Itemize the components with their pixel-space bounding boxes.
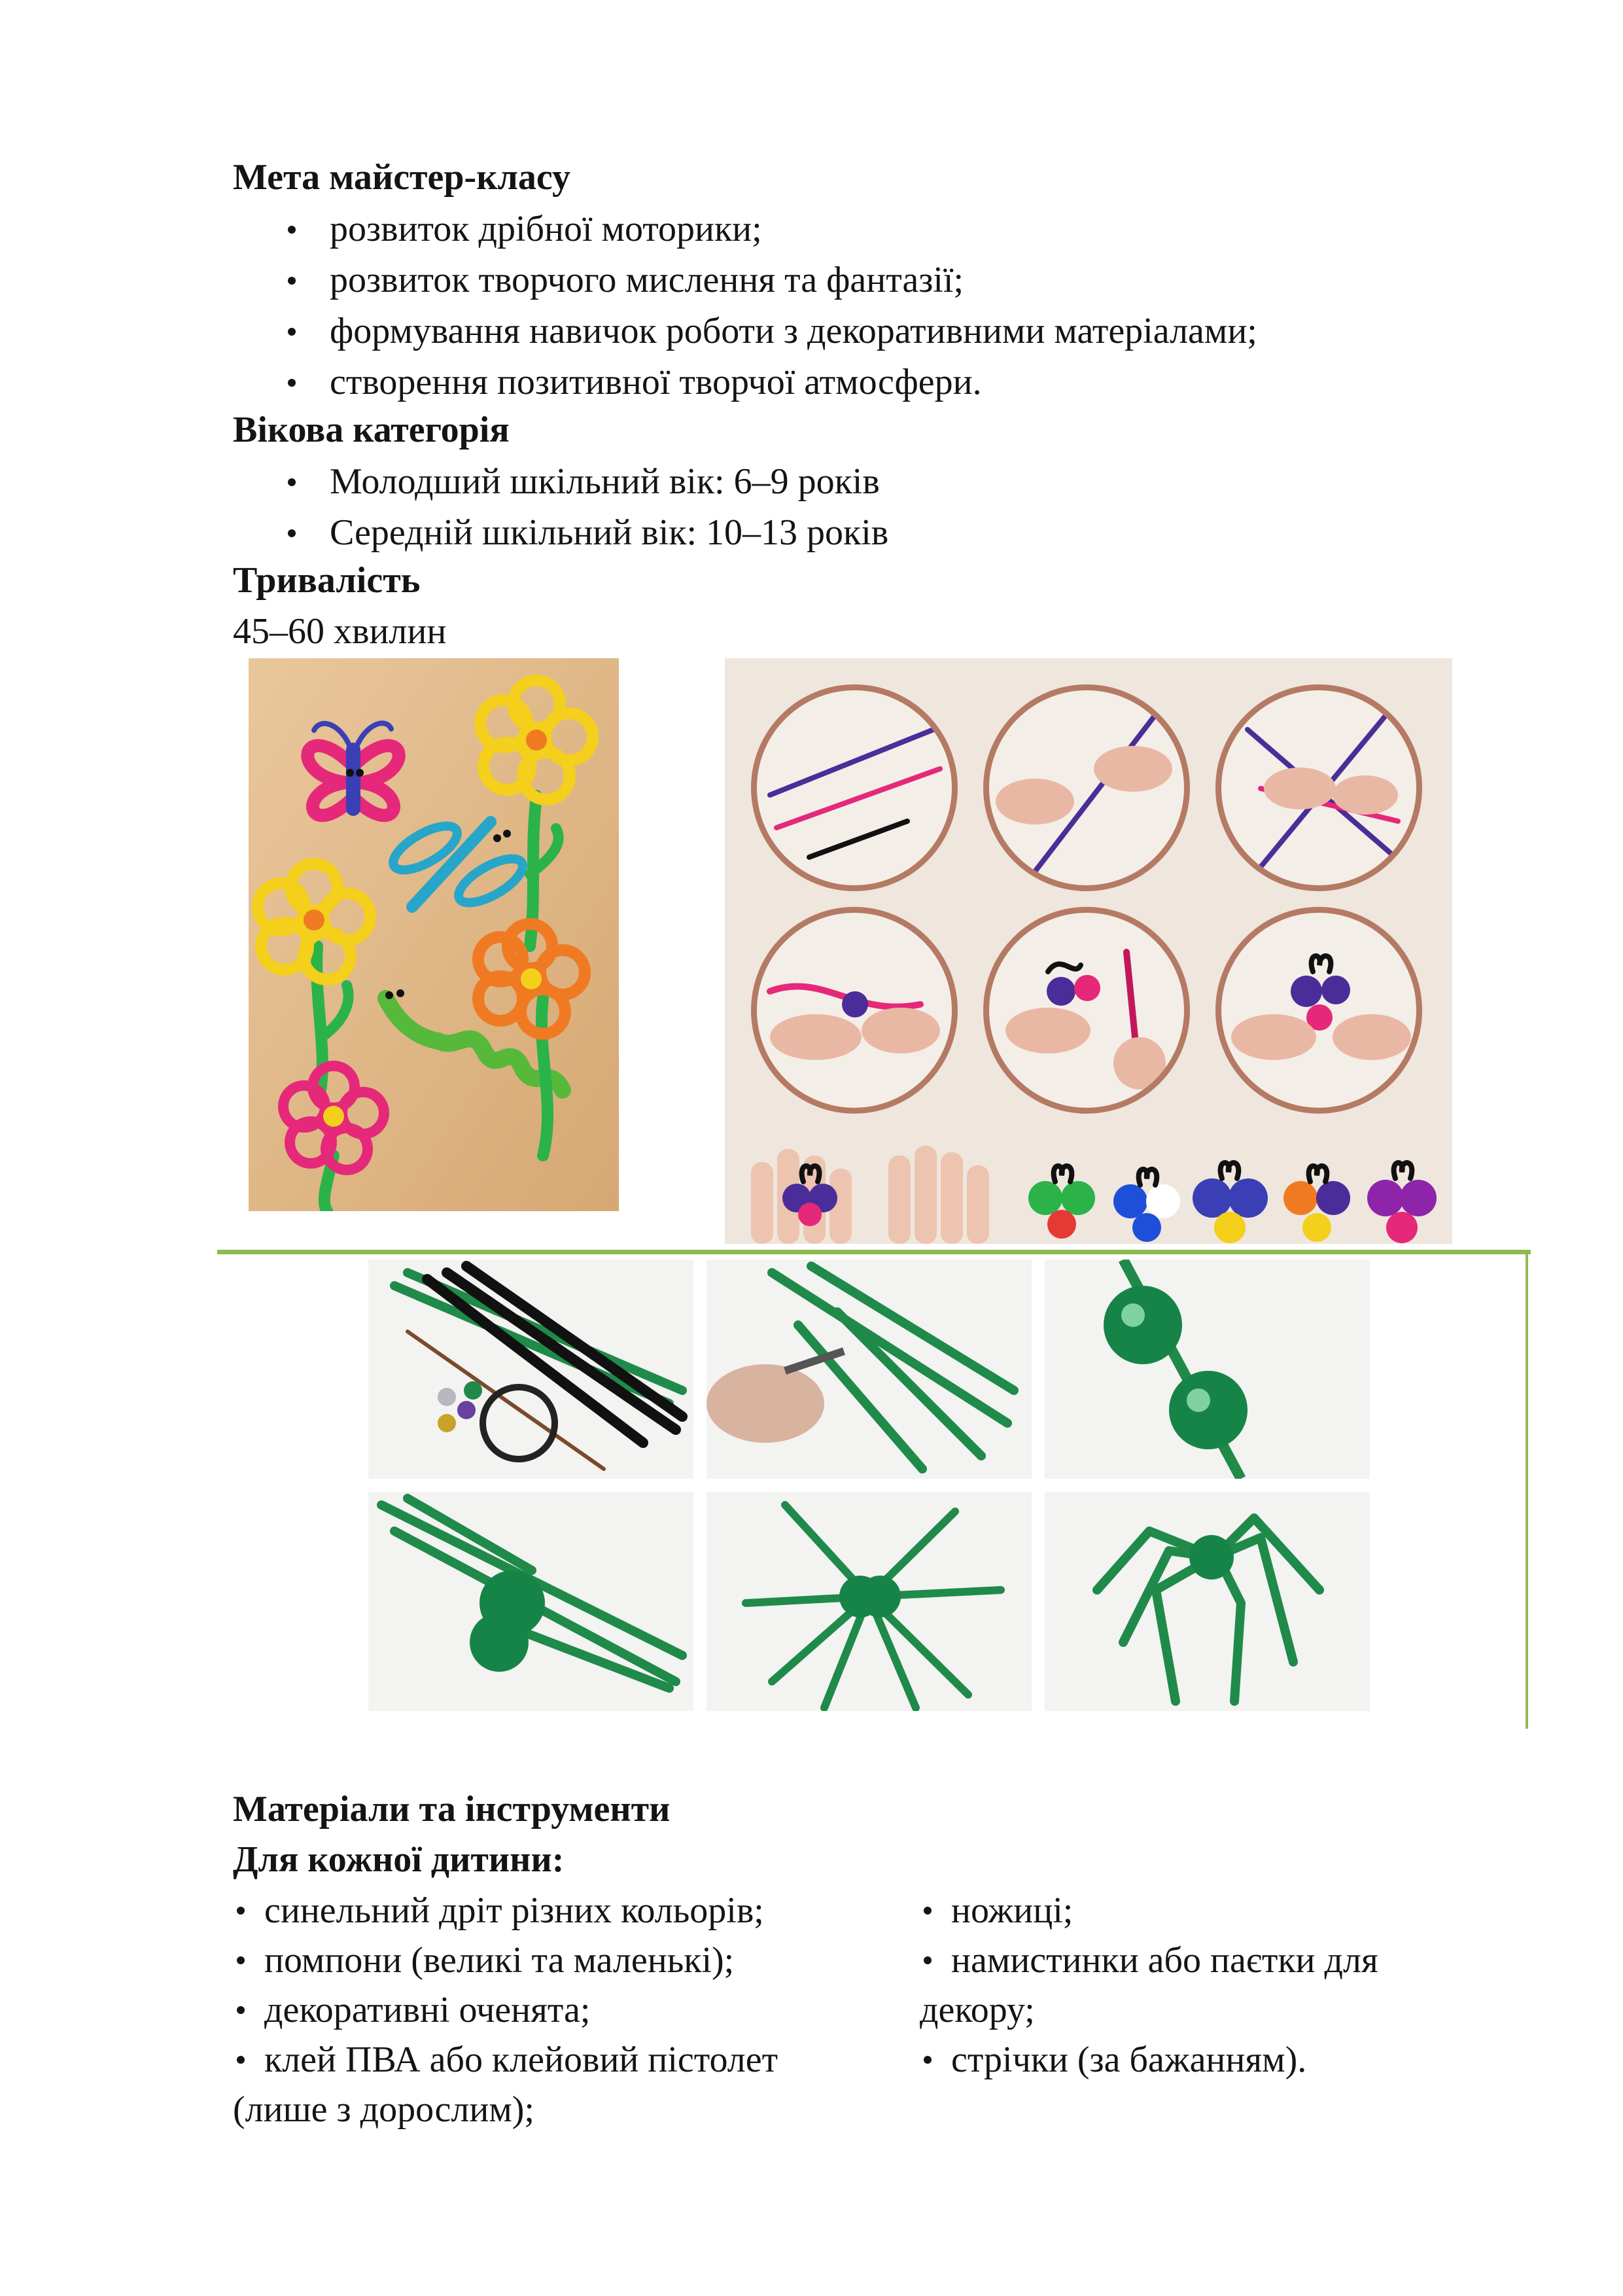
materials-list-right [920, 1886, 1378, 2085]
bullet-icon [237, 1907, 245, 1915]
bullet-icon [288, 529, 296, 537]
materials-list-left [233, 1886, 778, 2134]
bullet-icon [288, 277, 296, 285]
finished-butterflies [725, 1136, 1452, 1244]
materials-subheading: Для кожної дитини: [233, 1839, 565, 1880]
crafts-illustration [249, 658, 619, 1211]
bullet-icon [924, 1907, 932, 1915]
spider-step-tile [707, 1492, 1032, 1711]
step-circle [1215, 684, 1422, 891]
step-circle [751, 907, 958, 1114]
age-list [0, 456, 888, 558]
bullet-icon [924, 2056, 932, 2064]
list-item: стрічки (за бажанням). [920, 2035, 1378, 2085]
spider-steps-photo [368, 1260, 1376, 1728]
step-circle [751, 684, 958, 891]
list-item: Молодший шкільний вік: 6–9 років [0, 456, 888, 507]
list-item: формування навичок роботи з декоративними матеріалами; [0, 306, 1257, 357]
bullet-icon [237, 2006, 245, 2014]
goal-list [0, 203, 1257, 408]
list-item: помпони (великі та маленькі); [233, 1935, 778, 1985]
goal-heading: Мета майстер-класу [233, 157, 571, 198]
list-item: розвиток творчого мислення та фантазії; [0, 255, 1257, 306]
bullet-icon [288, 379, 296, 387]
materials-heading: Матеріали та інструменти [233, 1789, 671, 1829]
list-item-continuation: декору; [920, 1990, 1035, 2030]
list-item: намистинки або паєтки для [920, 1935, 1378, 1985]
list-item: створення позитивної творчої атмосфери. [0, 357, 1257, 408]
list-item: розвиток дрібної моторики; [0, 203, 1257, 255]
step-circle [983, 684, 1190, 891]
crafts-photo [249, 658, 619, 1211]
divider-line-vertical [1526, 1250, 1528, 1729]
step-circle [1215, 907, 1422, 1114]
spider-step-tile [707, 1260, 1032, 1479]
spider-step-tile [368, 1260, 693, 1479]
list-item-continuation: (лише з дорослим); [233, 2089, 534, 2130]
bullet-icon [288, 226, 296, 234]
bullet-icon [924, 1956, 932, 1964]
spider-step-tile [1045, 1492, 1370, 1711]
bullet-icon [288, 328, 296, 336]
age-heading: Вікова категорія [233, 410, 510, 450]
divider-line [217, 1250, 1531, 1254]
list-item: ножиці; [920, 1886, 1378, 1935]
list-item: декоративні оченята; [233, 1985, 778, 2035]
list-item: Середній шкільний вік: 10–13 років [0, 507, 888, 558]
list-item: клей ПВА або клейовий пістолет [233, 2035, 778, 2085]
spider-step-tile [1045, 1260, 1370, 1479]
step-circle [983, 907, 1190, 1114]
duration-value: 45–60 хвилин [233, 611, 447, 652]
duration-heading: Тривалість [233, 560, 421, 601]
bullet-icon [288, 478, 296, 486]
bullet-icon [237, 2056, 245, 2064]
list-item: синельний дріт різних кольорів; [233, 1886, 778, 1935]
bullet-icon [237, 1956, 245, 1964]
butterfly-steps-photo [725, 658, 1452, 1244]
spider-step-tile [368, 1492, 693, 1711]
